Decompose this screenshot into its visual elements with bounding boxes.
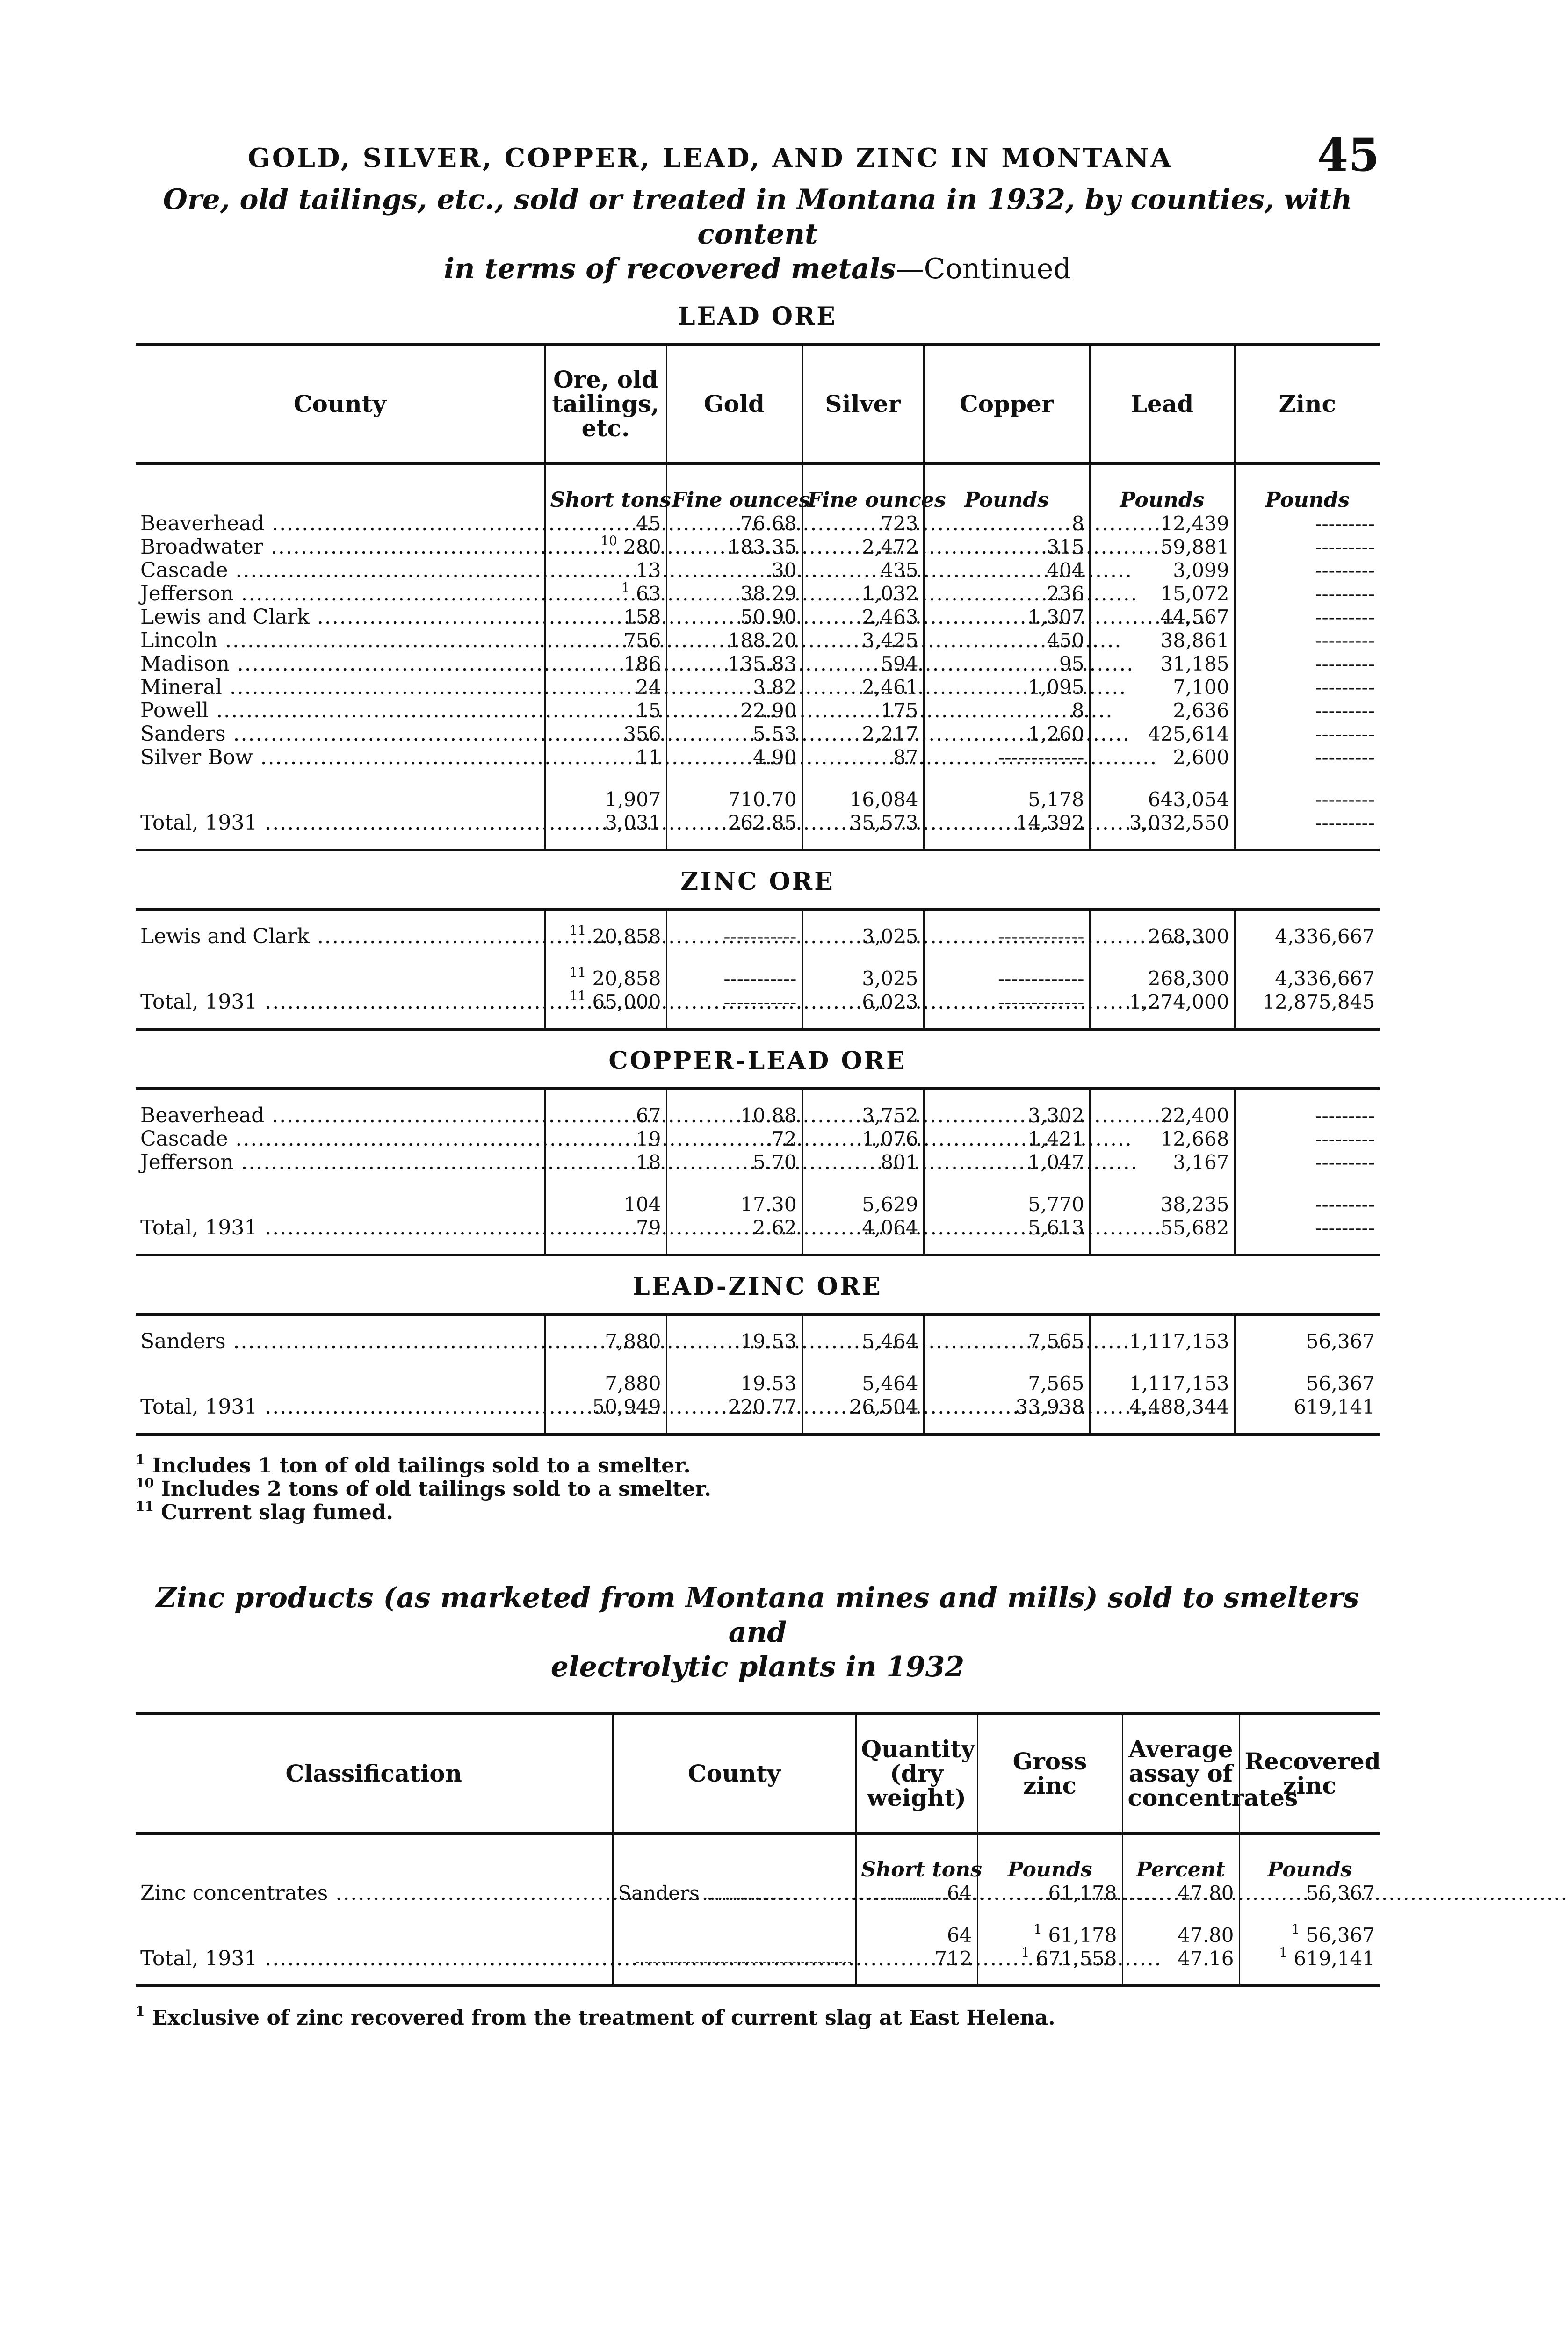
total-1931-ore: 3,031 [545, 811, 666, 850]
table-row [136, 652, 1380, 676]
copper-lead-ore-table [136, 1087, 1380, 1256]
ore-cell: 186 [545, 652, 666, 676]
copper-cell: 1,421 [924, 1127, 1090, 1151]
col-county: County [613, 1714, 856, 1833]
total-label [136, 1924, 613, 1947]
unit-quantity: Short tons [856, 1833, 977, 1882]
county-name: Sanders ..... [136, 1314, 545, 1353]
footnote [136, 1454, 1380, 1478]
gold-cell: .72 [666, 1127, 802, 1151]
lead-cell: 59,881 [1090, 535, 1235, 559]
lead-cell: 12,439 [1090, 512, 1235, 535]
county-cell: Sanders ..... [613, 1882, 856, 1905]
lead-cell: 44,567 [1090, 606, 1235, 629]
lead-cell: 3,099 [1090, 559, 1235, 582]
total-row [136, 1372, 1380, 1395]
total-1931-ore: 79 [545, 1216, 666, 1255]
total-1931-zinc: 12,875,845 [1235, 990, 1380, 1029]
county-name: Broadwater ..... [136, 535, 545, 559]
total-1931-row [136, 1947, 1380, 1986]
county-name: Lewis and Clark ..... [136, 909, 545, 948]
col-gross-zinc: Gross zinc [977, 1714, 1122, 1833]
total-1931-lead: 55,682 [1090, 1216, 1235, 1255]
spacer-row [136, 1174, 1380, 1193]
total-1931-assay: 47.16 [1122, 1947, 1239, 1986]
zinc-products-footnote [136, 2006, 1380, 2030]
table-row [136, 582, 1380, 606]
total-zinc: 4,336,667 [1235, 967, 1380, 990]
table-header-row [136, 1714, 1380, 1833]
copper-cell: ------------- [924, 746, 1090, 769]
lead-cell: 425,614 [1090, 722, 1235, 746]
copper-cell: 450 [924, 629, 1090, 652]
total-1931-gold: ----------- [666, 990, 802, 1029]
unit-lead: Pounds [1090, 464, 1235, 512]
lead-cell: 3,167 [1090, 1151, 1235, 1174]
silver-cell: 594 [802, 652, 924, 676]
silver-cell: 5,464 [802, 1314, 924, 1353]
footnote-ref: 1 [621, 580, 630, 595]
footnote-ref: 11 [569, 988, 586, 1003]
total-1931-row [136, 990, 1380, 1029]
silver-cell: 2,461 [802, 676, 924, 699]
gross-value: 671,558 [1035, 1947, 1117, 1970]
caption-line-2 [136, 252, 1380, 286]
zinc-cell: --------- [1235, 722, 1380, 746]
silver-cell: 435 [802, 559, 924, 582]
footnote-text: Includes 1 ton of old tailings sold to a smelter. [152, 1454, 691, 1478]
gold-cell: 76.68 [666, 512, 802, 535]
copper-cell: 1,260 [924, 722, 1090, 746]
total-1931-row [136, 1216, 1380, 1255]
table-row [136, 722, 1380, 746]
total-label [136, 788, 545, 811]
copper-cell: 1,095 [924, 676, 1090, 699]
table-row [136, 629, 1380, 652]
total-lead: 643,054 [1090, 788, 1235, 811]
table-row [136, 1089, 1380, 1127]
total-label [136, 1193, 545, 1216]
gold-cell: 19.53 [666, 1314, 802, 1353]
unit-recovered: Pounds [1239, 1833, 1380, 1882]
silver-cell: 3,752 [802, 1089, 924, 1127]
total-1931-recovered [1239, 1947, 1380, 1986]
zinc-cell: --------- [1235, 582, 1380, 606]
ore-cell: 11 [545, 746, 666, 769]
table-row [136, 909, 1380, 948]
total-zinc: 56,367 [1235, 1372, 1380, 1395]
unit-county [136, 464, 545, 512]
copper-cell: 1,307 [924, 606, 1090, 629]
copper-cell: 3,302 [924, 1089, 1090, 1127]
total-1931-quantity: 712 [856, 1947, 977, 1986]
table-row [136, 535, 1380, 559]
silver-cell: 3,025 [802, 909, 924, 948]
spacer-row [136, 769, 1380, 788]
unit-ore: Short tons [545, 464, 666, 512]
total-quantity: 64 [856, 1924, 977, 1947]
units-row [136, 464, 1380, 512]
col-gold: Gold [666, 344, 802, 464]
footnote-mark: 11 [136, 1499, 154, 1514]
lead-cell: 15,072 [1090, 582, 1235, 606]
col-copper: Copper [924, 344, 1090, 464]
silver-cell: 3,425 [802, 629, 924, 652]
total-ore: 104 [545, 1193, 666, 1216]
copper-cell: 7,565 [924, 1314, 1090, 1353]
ore-value: 280 [623, 535, 661, 558]
col-quantity: Quantity (dry weight) [856, 1714, 977, 1833]
gold-cell: 22.90 [666, 699, 802, 722]
zinc-products-table [136, 1712, 1380, 1987]
table-row [136, 1314, 1380, 1353]
caption-line-1: Ore, old tailings, etc., sold or treated in Montana in 1932, by counties, with content [163, 183, 1352, 251]
total-1931-silver: 6,023 [802, 990, 924, 1029]
footnote-mark: 1 [136, 1452, 145, 1467]
lead-cell: 1,117,153 [1090, 1314, 1235, 1353]
copper-cell: 8 [924, 512, 1090, 535]
total-gold: 710.70 [666, 788, 802, 811]
footnote-text: Current slag fumed. [161, 1501, 393, 1524]
ore-cell: 158 [545, 606, 666, 629]
zinc-cell: --------- [1235, 1089, 1380, 1127]
footnotes [136, 1454, 1380, 1524]
total-gold: ----------- [666, 967, 802, 990]
zinc-cell: --------- [1235, 606, 1380, 629]
footnote-ref: 1 [1033, 1921, 1042, 1937]
table-row [136, 559, 1380, 582]
total-1931-ore: 50,949 [545, 1395, 666, 1434]
lead-ore-table [136, 343, 1380, 851]
footnote-mark: 10 [136, 1475, 154, 1491]
col-ore: Ore, old tailings, etc. [545, 344, 666, 464]
zinc-cell: --------- [1235, 629, 1380, 652]
ore-value: 20,858 [592, 967, 661, 990]
total-gold: 17.30 [666, 1193, 802, 1216]
unit-gold: Fine ounces [666, 464, 802, 512]
copper-cell: 95 [924, 652, 1090, 676]
county-name: Cascade ..... [136, 1127, 545, 1151]
total-1931-copper: 14,392 [924, 811, 1090, 850]
total-zinc: --------- [1235, 1193, 1380, 1216]
total-ore: 1,907 [545, 788, 666, 811]
ore-cell: 24 [545, 676, 666, 699]
unit-county [613, 1833, 856, 1882]
gold-cell: 5.53 [666, 722, 802, 746]
lead-cell: 7,100 [1090, 676, 1235, 699]
recovered-value: 619,141 [1293, 1947, 1375, 1970]
lead-cell: 38,861 [1090, 629, 1235, 652]
footnote [136, 1501, 1380, 1524]
total-ore [545, 967, 666, 990]
table-row [136, 699, 1380, 722]
county-name: Cascade ..... [136, 559, 545, 582]
copper-cell: 404 [924, 559, 1090, 582]
silver-cell: 801 [802, 1151, 924, 1174]
county-name: Jefferson ..... [136, 582, 545, 606]
table-row [136, 676, 1380, 699]
footnote-mark: 1 [136, 2004, 145, 2019]
total-lead: 38,235 [1090, 1193, 1235, 1216]
footnote-text: Exclusive of zinc recovered from the treatment of current slag at East Helena. [152, 2006, 1055, 2030]
footnote-ref: 1 [1021, 1945, 1030, 1960]
zinc-cell: 56,367 [1235, 1314, 1380, 1353]
total-row [136, 1193, 1380, 1216]
ore-cell: 45 [545, 512, 666, 535]
total-1931-gold: 2.62 [666, 1216, 802, 1255]
table-caption [136, 182, 1380, 286]
zinc-cell: 4,336,667 [1235, 909, 1380, 948]
total-1931-county [613, 1947, 856, 1986]
silver-cell: 2,472 [802, 535, 924, 559]
total-1931-gold: 220.77 [666, 1395, 802, 1434]
zinc-products-caption [136, 1580, 1380, 1684]
zinc-cell: --------- [1235, 1151, 1380, 1174]
zinc-caption-line-1: Zinc products (as marketed from Montana mines and mills) sold to smelters and [156, 1581, 1359, 1649]
total-1931-label: Total, 1931 ..... [136, 990, 545, 1029]
lead-cell: 2,600 [1090, 746, 1235, 769]
unit-assay: Percent [1122, 1833, 1239, 1882]
classification-cell: Zinc concentrates ..... [136, 1882, 613, 1905]
county-name: Beaverhead ..... [136, 1089, 545, 1127]
total-copper: 5,178 [924, 788, 1090, 811]
silver-cell: 2,217 [802, 722, 924, 746]
ore-cell: 67 [545, 1089, 666, 1127]
total-silver: 16,084 [802, 788, 924, 811]
footnote-text: Includes 2 tons of old tailings sold to a smelter. [161, 1477, 712, 1501]
lead-cell: 12,668 [1090, 1127, 1235, 1151]
caption-continued: —Continued [896, 253, 1071, 285]
col-county: County [136, 344, 545, 464]
table-row [136, 1882, 1380, 1905]
zinc-cell: --------- [1235, 699, 1380, 722]
total-1931-gold: 262.85 [666, 811, 802, 850]
gold-cell: 183.35 [666, 535, 802, 559]
total-silver: 5,464 [802, 1372, 924, 1395]
total-copper: 5,770 [924, 1193, 1090, 1216]
footnote-ref: 1 [1279, 1945, 1287, 1960]
gold-cell: 10.88 [666, 1089, 802, 1127]
total-1931-silver: 4,064 [802, 1216, 924, 1255]
gold-cell: .30 [666, 559, 802, 582]
total-1931-row [136, 811, 1380, 850]
total-1931-label: Total, 1931 ..... [136, 811, 545, 850]
copper-lead-ore-title: COPPER-LEAD ORE [608, 1046, 907, 1075]
total-1931-lead: 1,274,000 [1090, 990, 1235, 1029]
unit-gross: Pounds [977, 1833, 1122, 1882]
total-1931-label: Total, 1931 ..... [136, 1395, 545, 1434]
spacer-row [136, 1353, 1380, 1372]
page-number: 45 [1317, 129, 1380, 181]
total-1931-lead: 3,032,550 [1090, 811, 1235, 850]
ore-cell: 15 [545, 699, 666, 722]
col-silver: Silver [802, 344, 924, 464]
footnote-ref: 10 [600, 533, 617, 548]
lead-zinc-ore-table [136, 1313, 1380, 1436]
county-name: Beaverhead ..... [136, 512, 545, 535]
copper-cell: 1,047 [924, 1151, 1090, 1174]
gold-cell: 4.90 [666, 746, 802, 769]
ore-cell: 13 [545, 559, 666, 582]
running-head [136, 126, 1380, 181]
table-row [136, 1127, 1380, 1151]
county-name: Lewis and Clark ..... [136, 606, 545, 629]
table-row [136, 1151, 1380, 1174]
total-row [136, 788, 1380, 811]
total-1931-copper: 5,613 [924, 1216, 1090, 1255]
total-ore: 7,880 [545, 1372, 666, 1395]
gold-cell: 188.20 [666, 629, 802, 652]
gold-cell: 50.90 [666, 606, 802, 629]
total-1931-copper: 33,938 [924, 1395, 1090, 1434]
silver-cell: 87 [802, 746, 924, 769]
assay-cell: 47.80 [1122, 1882, 1239, 1905]
document-page [136, 126, 1380, 2030]
zinc-ore-table [136, 908, 1380, 1031]
total-1931-label: Total, 1931 ..... [136, 1947, 613, 1986]
footnote-ref: 11 [569, 965, 586, 980]
col-recovered-zinc: Recovered zinc [1239, 1714, 1380, 1833]
county-name: Mineral ..... [136, 676, 545, 699]
table-row [136, 606, 1380, 629]
total-gross [977, 1921, 1122, 1947]
silver-cell: 175 [802, 699, 924, 722]
gold-cell: 5.70 [666, 1151, 802, 1174]
recovered-value: 56,367 [1306, 1924, 1375, 1947]
lead-cell: 31,185 [1090, 652, 1235, 676]
zinc-cell: --------- [1235, 559, 1380, 582]
footnote-ref: 11 [569, 923, 586, 938]
zinc-ore-title: ZINC ORE [680, 867, 835, 896]
copper-cell: 8 [924, 699, 1090, 722]
zinc-cell: --------- [1235, 746, 1380, 769]
gold-cell: 135.83 [666, 652, 802, 676]
total-assay: 47.80 [1122, 1924, 1239, 1947]
total-1931-copper: ------------- [924, 990, 1090, 1029]
total-copper: 7,565 [924, 1372, 1090, 1395]
gold-cell: 3.82 [666, 676, 802, 699]
total-1931-zinc: 619,141 [1235, 1395, 1380, 1434]
quantity-cell: 64 [856, 1882, 977, 1905]
caption-line-2-text: in terms of recovered metals [444, 253, 896, 285]
total-1931-row [136, 1395, 1380, 1434]
silver-cell: 723 [802, 512, 924, 535]
zinc-cell: --------- [1235, 512, 1380, 535]
lead-ore-title: LEAD ORE [678, 302, 837, 331]
gold-cell: ----------- [666, 909, 802, 948]
spacer-row [136, 948, 1380, 967]
footnote [136, 1475, 1380, 1501]
total-county [613, 1924, 856, 1947]
total-row [136, 967, 1380, 990]
total-row [136, 1924, 1380, 1947]
total-1931-label: Total, 1931 ..... [136, 1216, 545, 1255]
total-silver: 3,025 [802, 967, 924, 990]
total-1931-silver: 35,573 [802, 811, 924, 850]
gold-cell: 38.29 [666, 582, 802, 606]
county-name: Lincoln ..... [136, 629, 545, 652]
county-name: Jefferson ..... [136, 1151, 545, 1174]
zinc-cell: --------- [1235, 676, 1380, 699]
table-header-row [136, 344, 1380, 464]
total-1931-zinc: --------- [1235, 811, 1380, 850]
total-label [136, 1372, 545, 1395]
copper-cell: 315 [924, 535, 1090, 559]
total-lead: 1,117,153 [1090, 1372, 1235, 1395]
lead-zinc-ore-title: LEAD-ZINC ORE [633, 1272, 882, 1301]
total-label [136, 967, 545, 990]
silver-cell: 2,463 [802, 606, 924, 629]
col-classification: Classification [136, 1714, 613, 1833]
county-name: Sanders ..... [136, 722, 545, 746]
ore-value: 65,000 [592, 990, 661, 1013]
lead-cell: 268,300 [1090, 909, 1235, 948]
recovered-cell: 56,367 [1239, 1882, 1380, 1905]
zinc-cell: --------- [1235, 1127, 1380, 1151]
unit-copper: Pounds [924, 464, 1090, 512]
zinc-cell: --------- [1235, 652, 1380, 676]
lead-cell: 2,636 [1090, 699, 1235, 722]
total-gold: 19.53 [666, 1372, 802, 1395]
silver-cell: 1,076 [802, 1127, 924, 1151]
copper-cell: 236 [924, 582, 1090, 606]
ore-value: 63 [636, 582, 661, 605]
zinc-caption-line-2: electrolytic plants in 1932 [550, 1651, 965, 1683]
ore-cell: 19 [545, 1127, 666, 1151]
table-row [136, 512, 1380, 535]
ore-cell: 7,880 [545, 1314, 666, 1353]
total-recovered [1239, 1921, 1380, 1947]
county-name: Silver Bow ..... [136, 746, 545, 769]
ore-cell: 756 [545, 629, 666, 652]
col-average-assay: Average assay of concentrates [1122, 1714, 1239, 1833]
silver-cell: 1,032 [802, 582, 924, 606]
copper-cell: ------------- [924, 909, 1090, 948]
lead-cell: 22,400 [1090, 1089, 1235, 1127]
total-1931-silver: 26,504 [802, 1395, 924, 1434]
footnote-ref: 1 [1291, 1921, 1300, 1937]
unit-classification [136, 1833, 613, 1882]
gross-value: 61,178 [1048, 1924, 1117, 1947]
leader-dots [636, 1957, 850, 1963]
total-1931-lead: 4,488,344 [1090, 1395, 1235, 1434]
col-zinc: Zinc [1235, 344, 1380, 464]
total-silver: 5,629 [802, 1193, 924, 1216]
units-row [136, 1833, 1380, 1882]
gross-cell: 61,178 [977, 1882, 1122, 1905]
ore-cell: 356 [545, 722, 666, 746]
unit-zinc: Pounds [1235, 464, 1380, 512]
ore-cell: 18 [545, 1151, 666, 1174]
spacer-row [136, 1905, 1380, 1924]
ore-value: 20,858 [592, 925, 661, 948]
county-name: Powell ..... [136, 699, 545, 722]
total-copper: ------------- [924, 967, 1090, 990]
table-row [136, 746, 1380, 769]
total-zinc: --------- [1235, 788, 1380, 811]
running-head-title: GOLD, SILVER, COPPER, LEAD, AND ZINC IN MONTANA [248, 143, 1173, 173]
total-1931-zinc: --------- [1235, 1216, 1380, 1255]
zinc-cell: --------- [1235, 535, 1380, 559]
total-lead: 268,300 [1090, 967, 1235, 990]
county-name: Madison ..... [136, 652, 545, 676]
unit-silver: Fine ounces [802, 464, 924, 512]
col-lead: Lead [1090, 344, 1235, 464]
